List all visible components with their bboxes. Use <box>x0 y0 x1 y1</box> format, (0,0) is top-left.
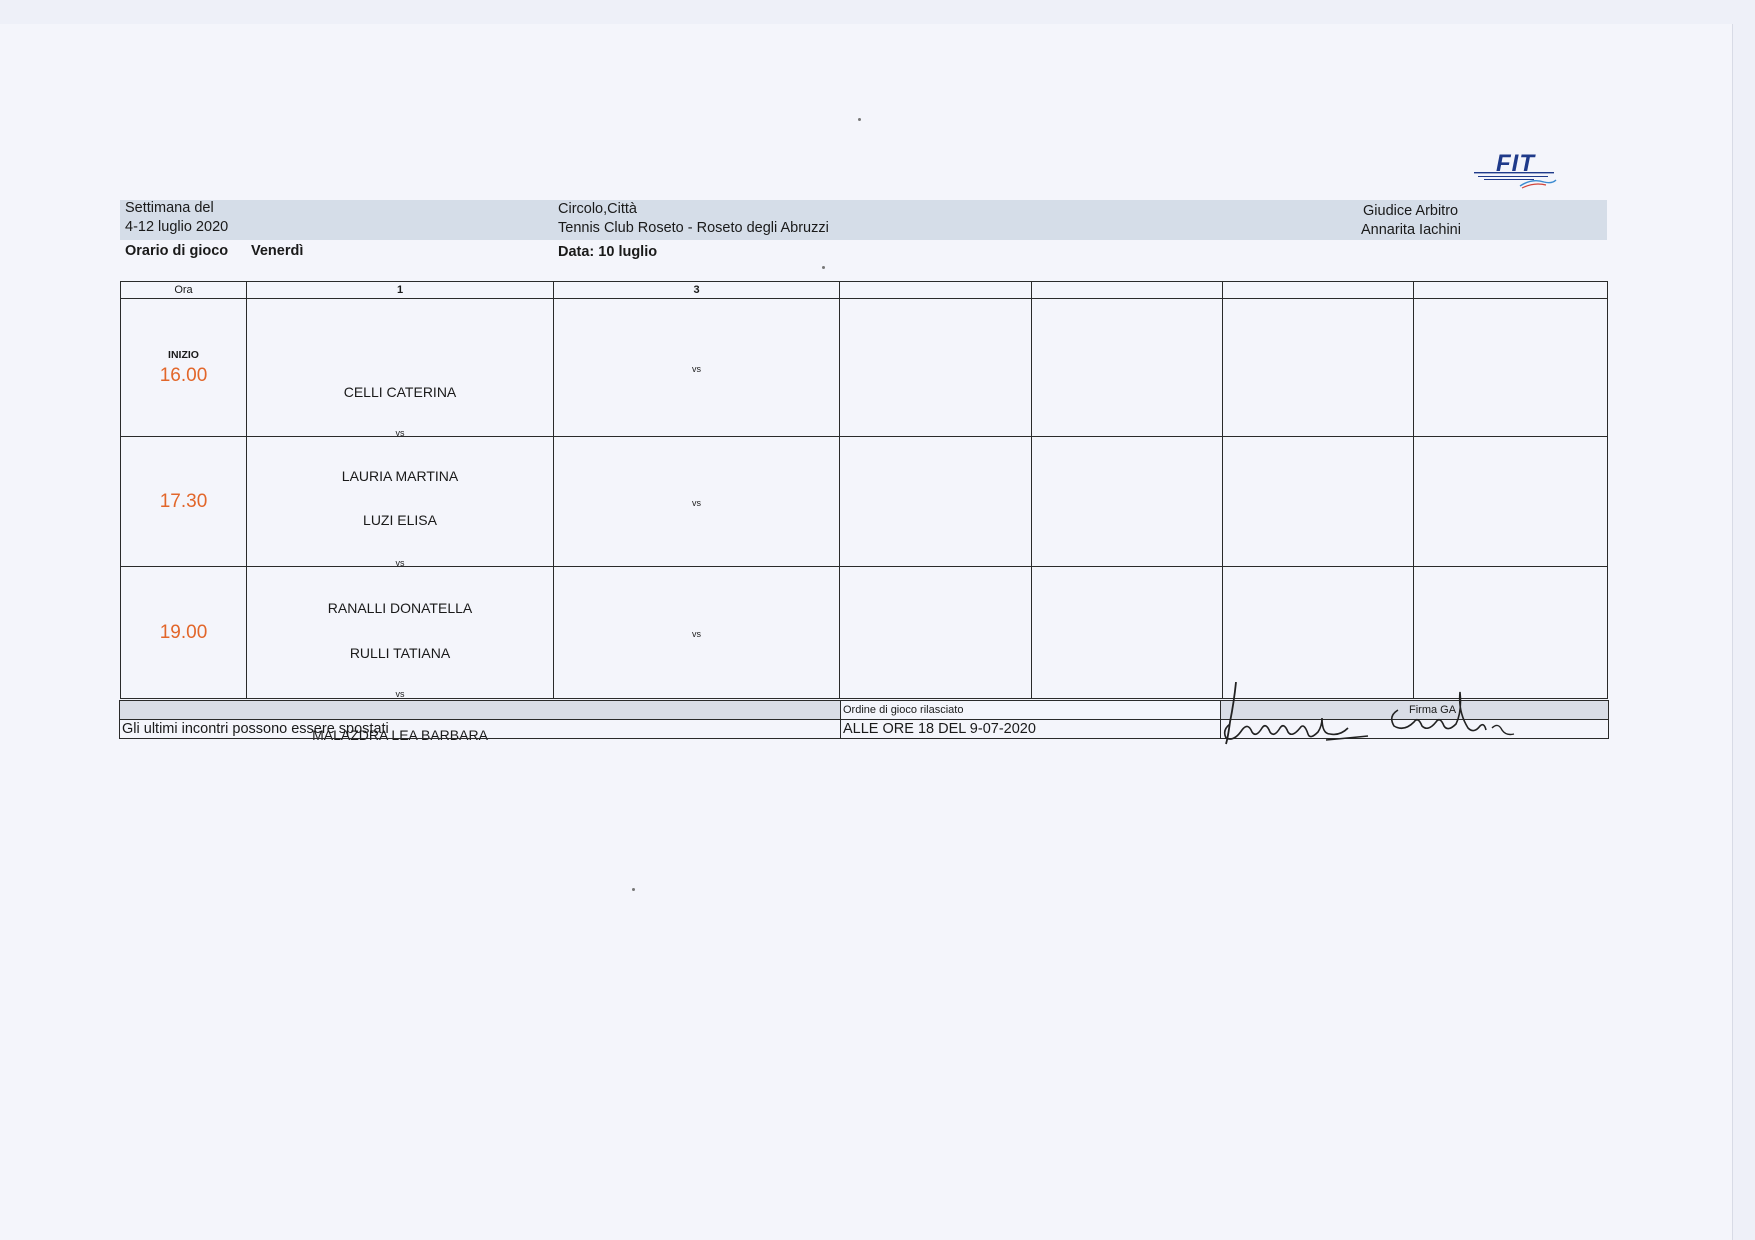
orario-label: Orario di gioco <box>125 243 229 259</box>
player-1: CELLI CATERINA <box>343 383 457 400</box>
vs-label: vs <box>395 688 405 699</box>
giudice-value: Annarita Iachini <box>1361 222 1461 238</box>
time-cell <box>121 299 247 437</box>
empty-cell <box>840 437 1032 567</box>
match-time: 16.00 <box>159 364 208 386</box>
player-2: RANALLI DONATELLA <box>327 599 473 616</box>
court-1-cell <box>247 437 554 616</box>
court-3-cell <box>554 567 840 699</box>
court-3-cell <box>554 437 840 567</box>
empty-cell <box>840 567 1032 699</box>
empty-cell <box>840 299 1032 437</box>
table-row <box>121 567 1608 699</box>
giudice-label: Giudice Arbitro <box>1363 203 1459 219</box>
empty-cell <box>1414 437 1608 567</box>
column-header-empty <box>840 282 1032 299</box>
time-cell <box>121 567 247 699</box>
ordine-value: ALLE ORE 18 DEL 9-07-2020 <box>841 720 1221 739</box>
player-1: LUZI ELISA <box>363 511 437 528</box>
circolo-label: Circolo,Città <box>558 201 637 217</box>
ordine-label: Ordine di gioco rilasciato <box>841 701 1221 720</box>
vs-label: vs <box>692 497 701 508</box>
empty-cell <box>1223 299 1414 437</box>
empty-cell <box>1032 567 1223 699</box>
empty-cell <box>1414 567 1608 699</box>
empty-cell <box>1223 567 1414 699</box>
table-row <box>121 299 1608 437</box>
settimana-value: 4-12 luglio 2020 <box>125 219 229 235</box>
column-header-ora: Ora <box>121 282 247 299</box>
table-header-row <box>121 282 1608 299</box>
column-header-court-3: 3 <box>554 282 840 299</box>
vs-label: vs <box>395 427 405 438</box>
footer-shade-cell <box>120 701 841 720</box>
match-time: 19.00 <box>159 621 208 643</box>
column-header-empty <box>1223 282 1414 299</box>
signature-handwriting <box>1218 682 1518 752</box>
note-text: Gli ultimi incontri possono essere spostati <box>120 720 841 739</box>
time-cell <box>121 437 247 567</box>
match-time: 17.30 <box>159 490 208 512</box>
court-1-cell <box>247 299 554 484</box>
empty-cell <box>1414 299 1608 437</box>
table-row <box>121 437 1608 567</box>
circolo-value: Tennis Club Roseto - Roseto degli Abruzzi <box>558 220 829 236</box>
data-label: Data: 10 luglio <box>558 244 658 260</box>
scan-speck <box>858 118 861 121</box>
vs-label: vs <box>395 557 405 568</box>
empty-cell <box>1032 299 1223 437</box>
inizio-label: INIZIO <box>168 348 199 361</box>
giorno: Venerdì <box>251 243 304 259</box>
scan-speck <box>822 266 825 269</box>
vs-label: vs <box>692 363 701 374</box>
vs-label: vs <box>692 628 701 639</box>
scan-speck <box>632 888 635 891</box>
fit-logo <box>1470 150 1560 192</box>
logo-text: FIT <box>1496 150 1535 177</box>
column-header-empty <box>1032 282 1223 299</box>
empty-cell <box>1032 437 1223 567</box>
column-header-empty <box>1414 282 1608 299</box>
court-3-cell <box>554 299 840 437</box>
column-header-court-1: 1 <box>247 282 554 299</box>
player-2: LAURIA MARTINA <box>341 467 459 484</box>
empty-cell <box>1223 437 1414 567</box>
player-1: RULLI TATIANA <box>349 644 451 661</box>
player-2: MALAZDRA LEA BARBARA <box>312 726 488 743</box>
settimana-label: Settimana del <box>125 200 214 216</box>
firma-label: Firma GA <box>1221 701 1609 720</box>
